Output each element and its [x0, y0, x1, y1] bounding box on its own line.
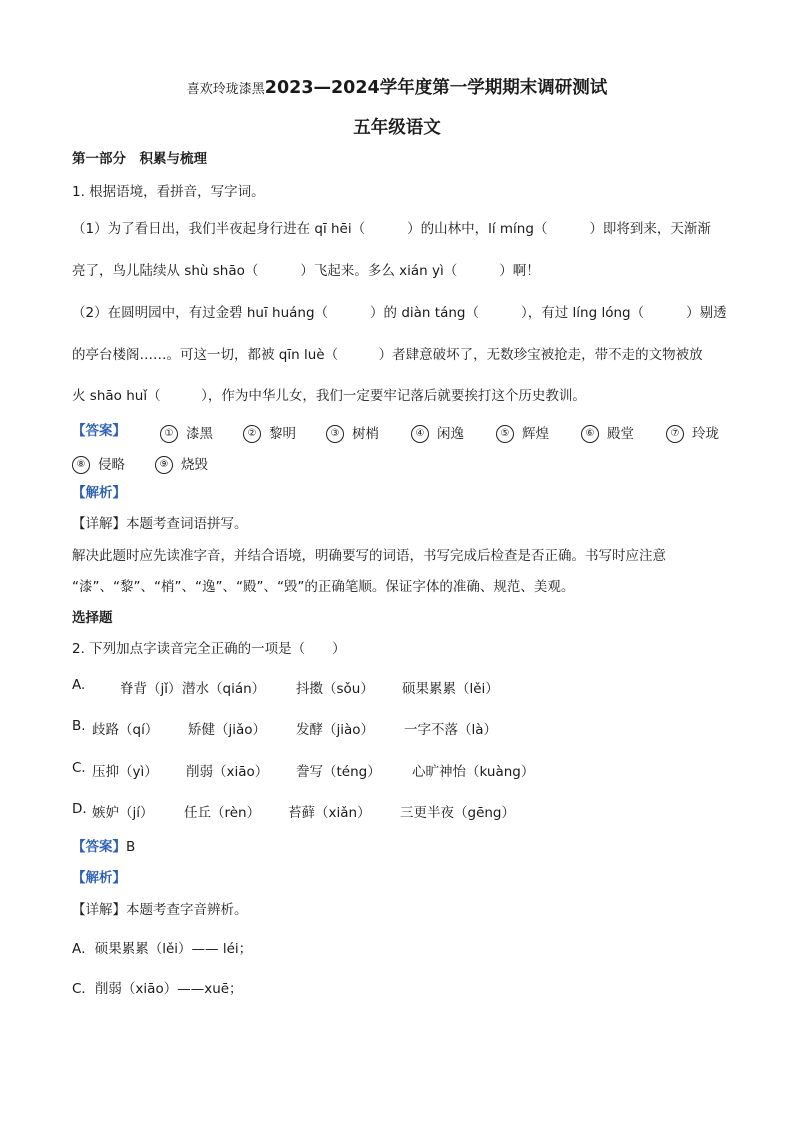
answer-number-icon: ⑥: [581, 425, 599, 443]
answer-number-icon: ⑤: [496, 425, 514, 443]
exam-title: [0, 74, 794, 99]
answer1-item: [243, 422, 296, 443]
q1-p1-line1: [72, 220, 711, 238]
answer-number-icon: ①: [160, 425, 178, 443]
option-letter: A.: [72, 677, 86, 693]
q1-p2-line3: 火 shāo huǐ（ ），作为中华儿女，我们一定要牢记落后就要挨打这个历史教训。: [72, 388, 586, 404]
q1-p1-l1-a: （1）为了看日出，我们半夜起身行进在 qī hēi（: [72, 221, 366, 237]
answer1-item: [496, 422, 549, 443]
answer1-item-text: 黎明: [269, 426, 296, 442]
option-item: 削弱（xiāo）: [186, 764, 269, 780]
option-item: 脊背（jǐ）: [120, 681, 182, 697]
option-item: 压抑（yì）: [92, 764, 158, 780]
analysis1-line3: “漆”、“黎”、“梢”、“逸”、“殿”、“毁”的正确笔顺。保证字体的准确、规范、美观。: [72, 579, 575, 595]
answer1-item: [411, 422, 464, 443]
option-item: 任丘（rèn）: [184, 805, 261, 821]
q1-p1-l2-b: ）飞起来。多么 xián yì（: [300, 263, 458, 279]
q1-p2-line2: 的亭台楼阁……。可这一切，都被 qīn luè（ ）者肆意破坏了，无数珍宝被抢走，带不走的文物被放: [72, 347, 703, 363]
answer-number-icon: ②: [243, 425, 261, 443]
q1-p2-l1-d: ）剔透: [686, 305, 727, 321]
q1-p2-l1-b: ）的 diàn táng（: [370, 305, 479, 321]
answer1-item: [72, 453, 125, 474]
answer2-label: 【答案】: [72, 839, 126, 855]
option-item: 心旷神怡（kuàng）: [412, 764, 535, 780]
answer1-item-text: 辉煌: [522, 426, 549, 442]
detail-label: 【详解】: [72, 516, 126, 532]
q1-p1-l1-c: ）即将到来，天渐渐: [589, 221, 711, 237]
q1-p2-l1-c: ），有过 líng lóng（: [520, 305, 645, 321]
answer-number-icon: ③: [326, 425, 344, 443]
option-item: 一字不落（là）: [404, 722, 498, 738]
title-prefix: 喜欢玲珑漆黑: [186, 82, 265, 97]
answer1-item-text: 漆黑: [186, 426, 213, 442]
analysis1-line2: 解决此题时应先读准字音，并结合语境，明确要写的词语，书写完成后检查是否正确。书写时应注意: [72, 548, 666, 564]
option-item: 抖擞（sǒu）: [296, 681, 374, 697]
q1-p1-line2: [72, 262, 540, 280]
part1-heading: 第一部分 积累与梳理: [72, 151, 207, 167]
answer1-item-text: 侵略: [98, 457, 125, 473]
analysis1-label: 【解析】: [72, 485, 126, 501]
answer-number-icon: ⑧: [72, 456, 90, 474]
answer1-item: [155, 453, 208, 474]
analysis1-detail: [72, 515, 248, 533]
q1-p2-l1-a: （2）在圆明园中，有过金碧 huī huáng（: [72, 305, 329, 321]
option-item: 誊写（téng）: [296, 764, 381, 780]
option-letter: B.: [72, 718, 86, 734]
answer1-label: 【答案】: [72, 423, 126, 439]
detail-text: 本题考查字音辨析。: [126, 902, 248, 918]
q1-p2-line1: [72, 304, 727, 322]
analysis2-line-a: A．硕果累累（lěi）—— léi；: [72, 941, 253, 957]
option-item: 苔藓（xiǎn）: [288, 805, 371, 821]
answer2-line: [72, 838, 135, 856]
title-main: 2023—2024学年度第一学期期末调研测试: [264, 78, 608, 98]
answer-number-icon: ⑦: [666, 425, 684, 443]
detail-label: 【详解】: [72, 902, 126, 918]
option-item: 发酵（jiào）: [296, 722, 375, 738]
analysis2-line-c: C．削弱（xiāo）——xuē；: [72, 981, 243, 997]
option-item: 硕果累累（lěi）: [402, 681, 499, 697]
answer1-item-text: 烧毁: [181, 457, 208, 473]
answer1-item: [666, 422, 719, 443]
option-item: 嫉妒（jí）: [92, 805, 154, 821]
answer1-item: [160, 422, 213, 443]
q1-p1-l2-a: 亮了，鸟儿陆续从 shù shāo（: [72, 263, 259, 279]
option-item: 潜水（qián）: [182, 681, 266, 697]
answer1-item-text: 玲珑: [692, 426, 719, 442]
analysis2-detail: [72, 901, 248, 919]
option-item: 三更半夜（gēng）: [400, 805, 516, 821]
option-item: 歧路（qí）: [92, 722, 159, 738]
answer-number-icon: ⑨: [155, 456, 173, 474]
option-letter: D.: [72, 801, 87, 817]
answer1-item-text: 树梢: [352, 426, 379, 442]
answer2-value: B: [126, 839, 136, 855]
answer-number-icon: ④: [411, 425, 429, 443]
answer1-item-text: 闲逸: [437, 426, 464, 442]
detail-text: 本题考查词语拼写。: [126, 516, 248, 532]
answer1-item-text: 殿堂: [607, 426, 634, 442]
analysis2-label: 【解析】: [72, 870, 126, 886]
q1-p1-l1-b: ）的山林中，lí míng（: [407, 221, 548, 237]
answer1-item: [326, 422, 379, 443]
answer1-item: [581, 422, 634, 443]
option-item: 矫健（jiǎo）: [188, 722, 267, 738]
q1-stem: 1. 根据语境，看拼音，写字词。: [72, 184, 265, 200]
exam-grade-title: 五年级语文: [353, 118, 441, 138]
q2-stem: 2. 下列加点字读音完全正确的一项是（ ）: [72, 641, 346, 657]
q1-p1-l2-c: ）啊！: [499, 263, 540, 279]
section2-heading: 选择题: [72, 610, 113, 626]
option-letter: C.: [72, 760, 86, 776]
